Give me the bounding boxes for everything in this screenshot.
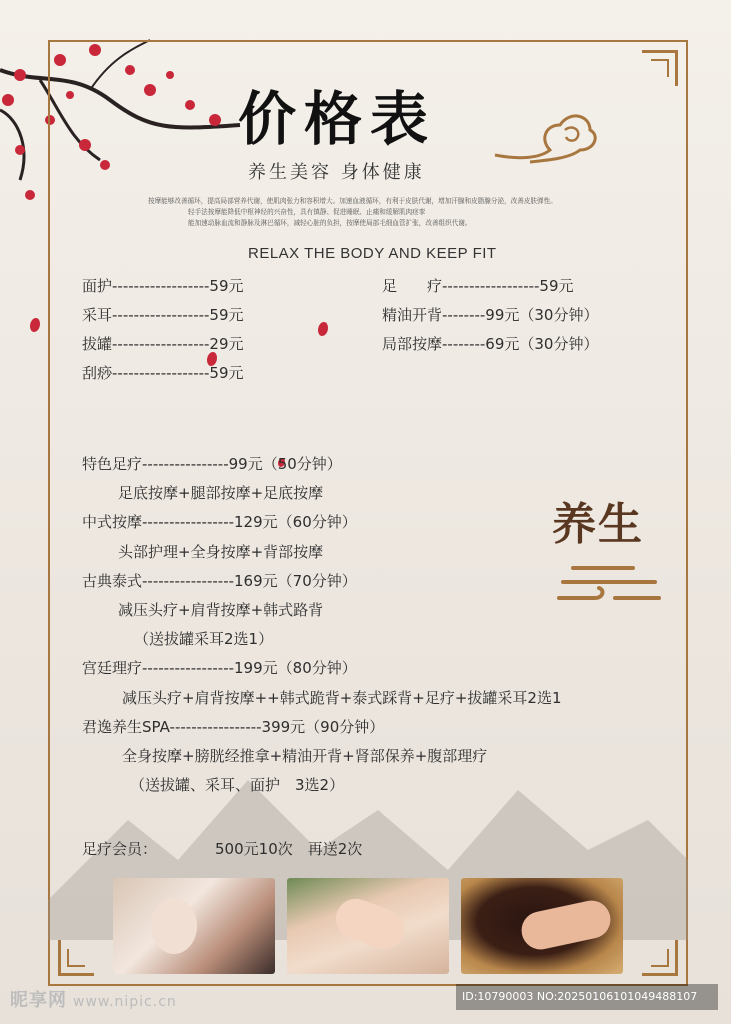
package-detail: 减压头疗+肩背按摩+韩式路背	[118, 601, 324, 620]
package-list	[82, 450, 562, 800]
nipic-watermark	[10, 986, 177, 1012]
frame-corner-ornament	[642, 940, 678, 976]
cloud-stripes-decoration	[555, 560, 665, 610]
package-detail: 足底按摩+腿部按摩+足底按摩	[118, 484, 324, 503]
price-item: 刮痧------------------59元	[82, 364, 244, 382]
intro-line: 能加速动脉血流和静脉及淋巴循环，减轻心脏的负担，按摩使局部毛细血管扩张，改善组织代谢。	[188, 219, 472, 227]
facial-treatment-photo	[113, 878, 275, 974]
slogan-english: RELAX THE BODY AND KEEP FIT	[248, 245, 497, 262]
price-item: 采耳------------------59元	[82, 306, 244, 324]
price-item: 拔罐------------------29元	[82, 335, 244, 353]
price-item: 面护------------------59元	[82, 277, 244, 295]
watermark-url: www.nipic.cn	[73, 994, 177, 1010]
back-massage-photo	[287, 878, 449, 974]
price-list-left	[82, 272, 244, 388]
package-title: 中式按摩-----------------129元（60分钟）	[82, 513, 357, 532]
package-title: 古典泰式-----------------169元（70分钟）	[82, 571, 357, 590]
frame-corner-ornament	[642, 50, 678, 86]
yangsheng-calligraphy: 养生	[552, 499, 644, 550]
frame-corner-ornament	[58, 940, 94, 976]
member-label: 足疗会员：	[82, 840, 158, 858]
intro-line: 轻手法按摩能降低中枢神经的兴奋性，具有镇静、促进睡眠、止痛和缓解肌肉痉挛	[188, 208, 426, 216]
auspicious-cloud-icon	[490, 100, 600, 170]
price-list-right	[382, 272, 598, 359]
page-title: 价格表	[238, 85, 437, 153]
foot-soak-photo	[461, 878, 623, 974]
member-price: 500元10次 再送2次	[215, 840, 363, 858]
package-bonus: （送拔罐、采耳、面护 3选2）	[130, 776, 345, 795]
petal-decoration	[30, 318, 40, 332]
price-item: 足 疗------------------59元	[382, 277, 574, 295]
package-title: 宫廷理疗-----------------199元（80分钟）	[82, 659, 357, 678]
package-bonus: （送拔罐采耳2选1）	[134, 630, 274, 649]
page-subtitle: 养生美容 身体健康	[248, 162, 425, 183]
package-title: 君逸养生SPA-----------------399元（90分钟）	[82, 717, 385, 736]
intro-line: 按摩能够改善循环，提高局部营养代谢，使肌肉张力和容积增大。加速血液循环，有利于皮肤代谢，增加汗腺和皮脂腺分泌，改善皮肤弹性。	[148, 197, 557, 205]
membership-offer	[82, 838, 362, 859]
intro-paragraph	[148, 196, 588, 229]
package-detail: 全身按摩+膀胱经推拿+精油开背+肾部保养+腹部理疗	[122, 747, 488, 766]
package-detail: 减压头疗+肩背按摩++韩式跪背+泰式踩背+足疗+拔罐采耳2选1	[122, 688, 562, 707]
price-item: 精油开背--------99元（30分钟）	[382, 306, 599, 324]
package-detail: 头部护理+全身按摩+背部按摩	[118, 542, 324, 561]
image-id-bar: ID:10790003 NO:20250106101049488107	[456, 984, 718, 1010]
price-item: 局部按摩--------69元（30分钟）	[382, 335, 599, 353]
package-title: 特色足疗----------------99元（50分钟）	[82, 455, 342, 473]
watermark-brand: 昵享网	[10, 990, 67, 1011]
